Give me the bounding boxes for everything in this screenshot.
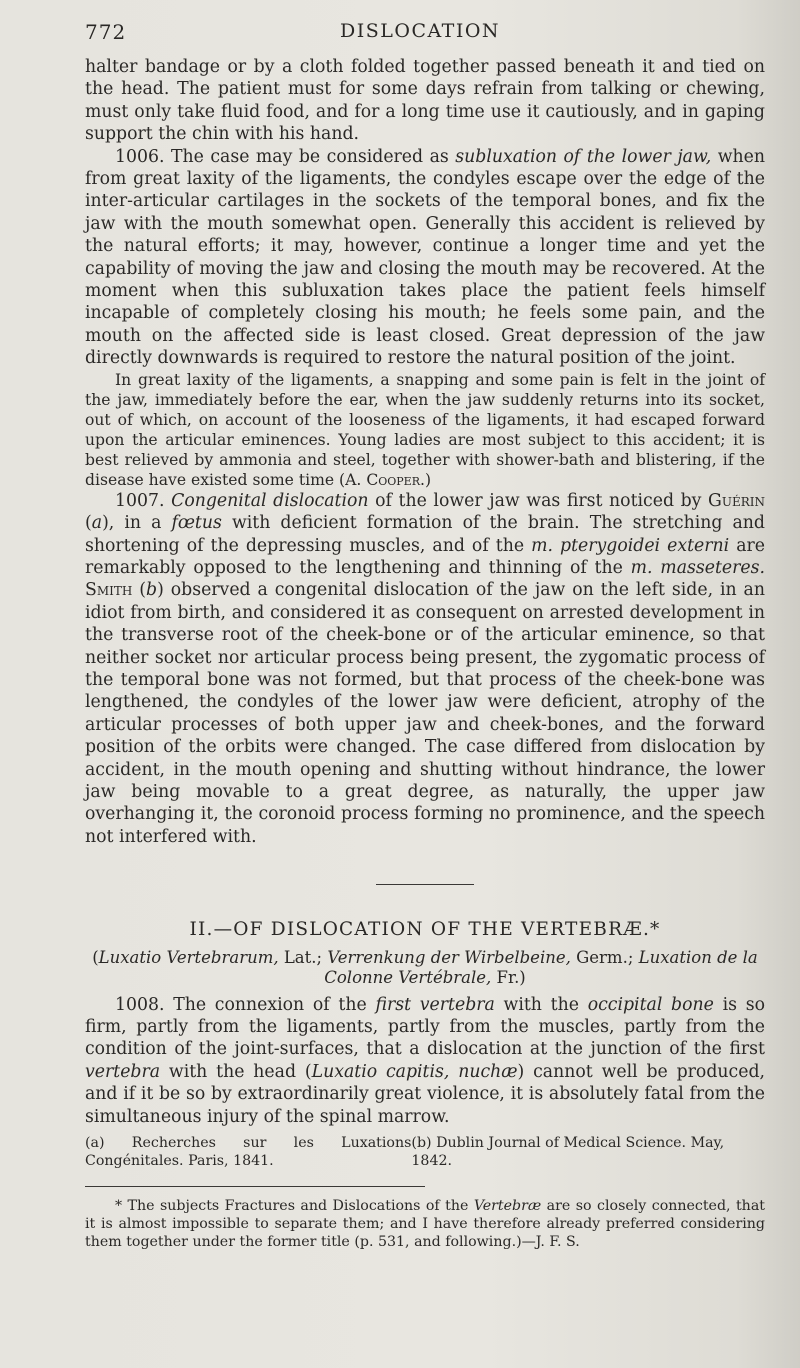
section-number: 1007. (115, 490, 165, 511)
author-name: Guérin (708, 490, 765, 511)
section-subtitle: (Luxatio Vertebrarum, Lat.; Verrenkung der Wirbelbeine, Germ.; Luxation de la Colonne Vertébrale, Fr.) (92, 947, 758, 987)
author-name: Cooper (366, 470, 420, 489)
body-text (85, 56, 765, 1251)
reference-marker: b (146, 580, 158, 601)
emphasis: vertebra (85, 1061, 161, 1082)
emphasis: m. masseteres. (630, 557, 765, 578)
paragraph-1006: 1006. The case may be considered as subluxation of the lower jaw, when from great laxity of the ligaments, the condyles escape over the edge of the inter-articular cartilages in the sockets of the temporal bones, and fix the jaw with the mouth somewhat open. Generally this accident is relieved by the natural efforts; it may, however, continue a longer time and yet the capability of moving the jaw and closing the mouth may be recovered. At the moment when this subluxation takes place the patient feels himself incapable of completely closing his mouth; he feels some pain, and the mouth on the affected side is least closed. Great depression of the jaw directly downwards is required to restore the natural position of the joint. (85, 146, 765, 369)
references (85, 1134, 765, 1170)
paragraph-1008: 1008. The connexion of the first vertebra with the occipital bone is so firm, partly from the ligaments, partly from the muscles, partly from the condition of the joint-surfaces, that a dislocation at the junction of the first vertebra with the head (Luxatio capitis, nuchæ) cannot well be produced, and if it be so by extraordinarily great violence, it is absolutely fatal from the simultaneous injury of the spinal marrow. (85, 994, 765, 1127)
author-name: Smith (85, 580, 133, 601)
emphasis: subluxation of the lower jaw, (455, 146, 712, 167)
emphasis: Luxatio capitis, nuchæ (311, 1061, 518, 1082)
reference-b: (b) Dublin Journal of Medical Science. May, 1842. (411, 1135, 725, 1170)
section-divider (376, 884, 474, 885)
page-header (85, 20, 760, 48)
section-number: 1008. (115, 994, 165, 1015)
emphasis: m. pterygoidei externi (531, 535, 730, 556)
emphasis: occipital bone (587, 994, 714, 1015)
emphasis: Congenital dislocation (171, 490, 369, 511)
emphasis: first vertebra (375, 994, 495, 1015)
emphasis: fœtus (171, 513, 222, 534)
page-number: 772 (85, 20, 127, 44)
running-head: DISLOCATION (340, 20, 501, 42)
paragraph-1007: 1007. Congenital dislocation of the lower jaw was first noticed by Guérin (a), in a fœtus with deficient formation of the brain. The stretching and shortening of the depressing muscles, and of the m. pterygoidei externi are remarkably opposed to the lengthening and thinning of the m. masseteres. Smith (b) observed a congenital dislocation of the jaw on the left side, in an idiot from birth, and considered it as consequent on arrested development in the transverse root of the cheek-bone or of the articular eminence, so that neither socket nor articular process being present, the zygomatic process of the temporal bone was not formed, but that process of the cheek-bone was lengthened, the condyles of the lower jaw were deficient, atrophy of the articular processes of both upper jaw and cheek-bones, and the forward position of the orbits were changed. The case differed from dislocation by accident, in the mouth opening and shutting without hindrance, the lower jaw being movable to a great degree, as naturally, the upper jaw overhanging it, the coronoid process forming no prominence, and the speech not interfered with. (85, 490, 765, 847)
reference-a: (a) Recherches sur les Luxations Congénitales. Paris, 1841. (85, 1135, 412, 1170)
reference-marker: a (91, 513, 103, 534)
section-number: 1006. (115, 146, 165, 167)
footnote: * The subjects Fractures and Dislocations of the Vertebræ are so closely connected, that it is almost impossible to separate them; and I have therefore already preferred considering them together under the former title (p. 531, and following.)—J. F. S. (85, 1198, 765, 1251)
paragraph-continuation: halter bandage or by a cloth folded together passed beneath it and tied on the head. The patient must for some days refrain from talking or chewing, must only take fluid food, and for a long time use it cautiously, and in gaping support the chin with his hand. (85, 57, 765, 145)
section-heading: II.—OF DISLOCATION OF THE VERTEBRÆ.* (189, 919, 661, 941)
paragraph-small-print: In great laxity of the ligaments, a snapping and some pain is felt in the joint of the jaw, immediately before the ear, when the jaw suddenly returns into its socket, out of which, on account of the looseness of the ligaments, it had escaped forward upon the articular eminences. Young ladies are most subject to this accident; it is best relieved by ammonia and steel, together with shower-bath and blistering, if the disease have existed some time (A. Cooper.) (85, 370, 765, 489)
footnote-divider (85, 1186, 425, 1187)
